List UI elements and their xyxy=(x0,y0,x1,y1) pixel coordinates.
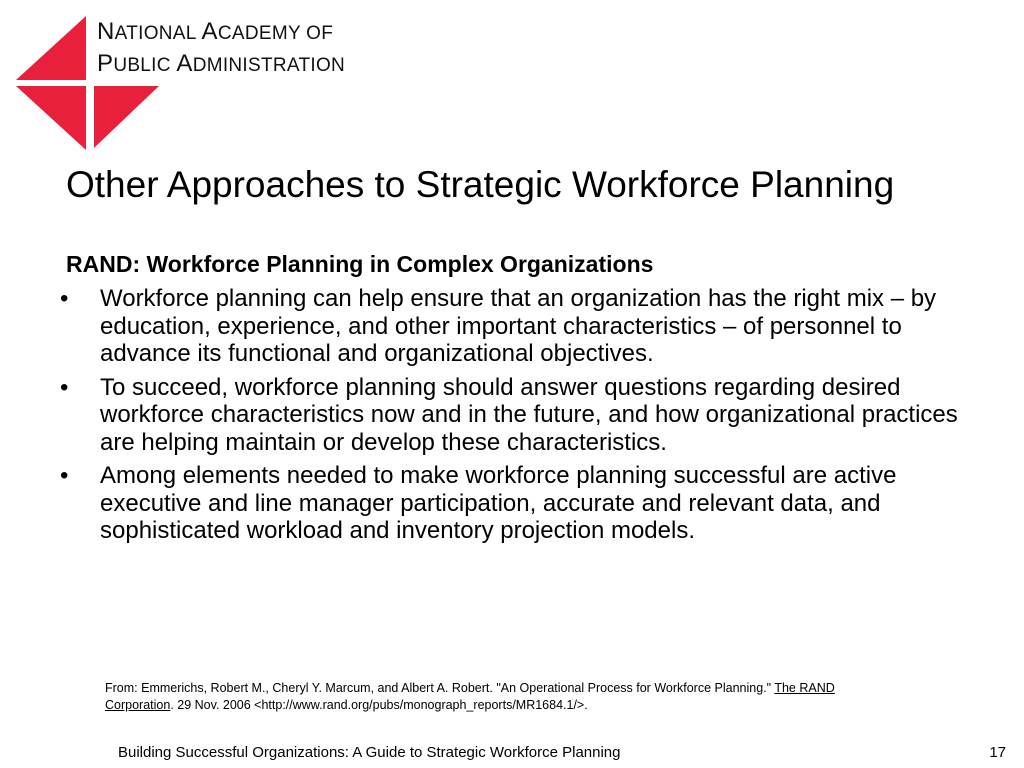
bullet-text: Among elements needed to make workforce planning successful are active executive and line manager participation, accurate and relevant data, and sophisticated workload and inventory projection models. xyxy=(100,462,897,544)
footer-text: Building Successful Organizations: A Guide to Strategic Workforce Planning xyxy=(118,744,621,761)
bullet-list xyxy=(60,285,980,551)
section-heading: RAND: Workforce Planning in Complex Organizations xyxy=(66,251,654,277)
bullet-text: Workforce planning can help ensure that an organization has the right mix – by education, experience, and other important characteristics – of personnel to advance its functional and organizational objectives. xyxy=(100,285,937,367)
academy-name-line-1: NATIONAL ACADEMY OF xyxy=(97,18,334,45)
citation-link[interactable]: The RAND Corporation xyxy=(105,681,835,712)
logo-triangle-bottom-left xyxy=(16,86,86,150)
bullet-marker: • xyxy=(60,373,69,401)
page-number: 17 xyxy=(989,744,1006,761)
citation-text: From: Emmerichs, Robert M., Cheryl Y. Marcum, and Albert A. Robert. "An Operational Process for Workforce Planning." xyxy=(105,681,775,695)
bullet-marker: • xyxy=(60,462,69,489)
logo-triangle-bottom-right xyxy=(94,86,159,148)
bullet-item xyxy=(60,462,980,545)
source-citation xyxy=(105,680,905,714)
logo-triangle-top xyxy=(16,16,86,80)
academy-name-line-2: PUBLIC ADMINISTRATION xyxy=(97,50,346,77)
bullet-text: To succeed, workforce planning should answer questions regarding desired workforce characteristics now and in the future, and how organizational practices are helping maintain or develop these characteristics. xyxy=(100,373,958,456)
citation-suffix: . 29 Nov. 2006 <http://www.rand.org/pubs/monograph_reports/MR1684.1/>. xyxy=(170,698,588,712)
bullet-item xyxy=(60,374,980,457)
bullet-item xyxy=(60,285,980,368)
slide-title: Other Approaches to Strategic Workforce Planning xyxy=(66,164,895,205)
bullet-marker: • xyxy=(60,285,69,312)
